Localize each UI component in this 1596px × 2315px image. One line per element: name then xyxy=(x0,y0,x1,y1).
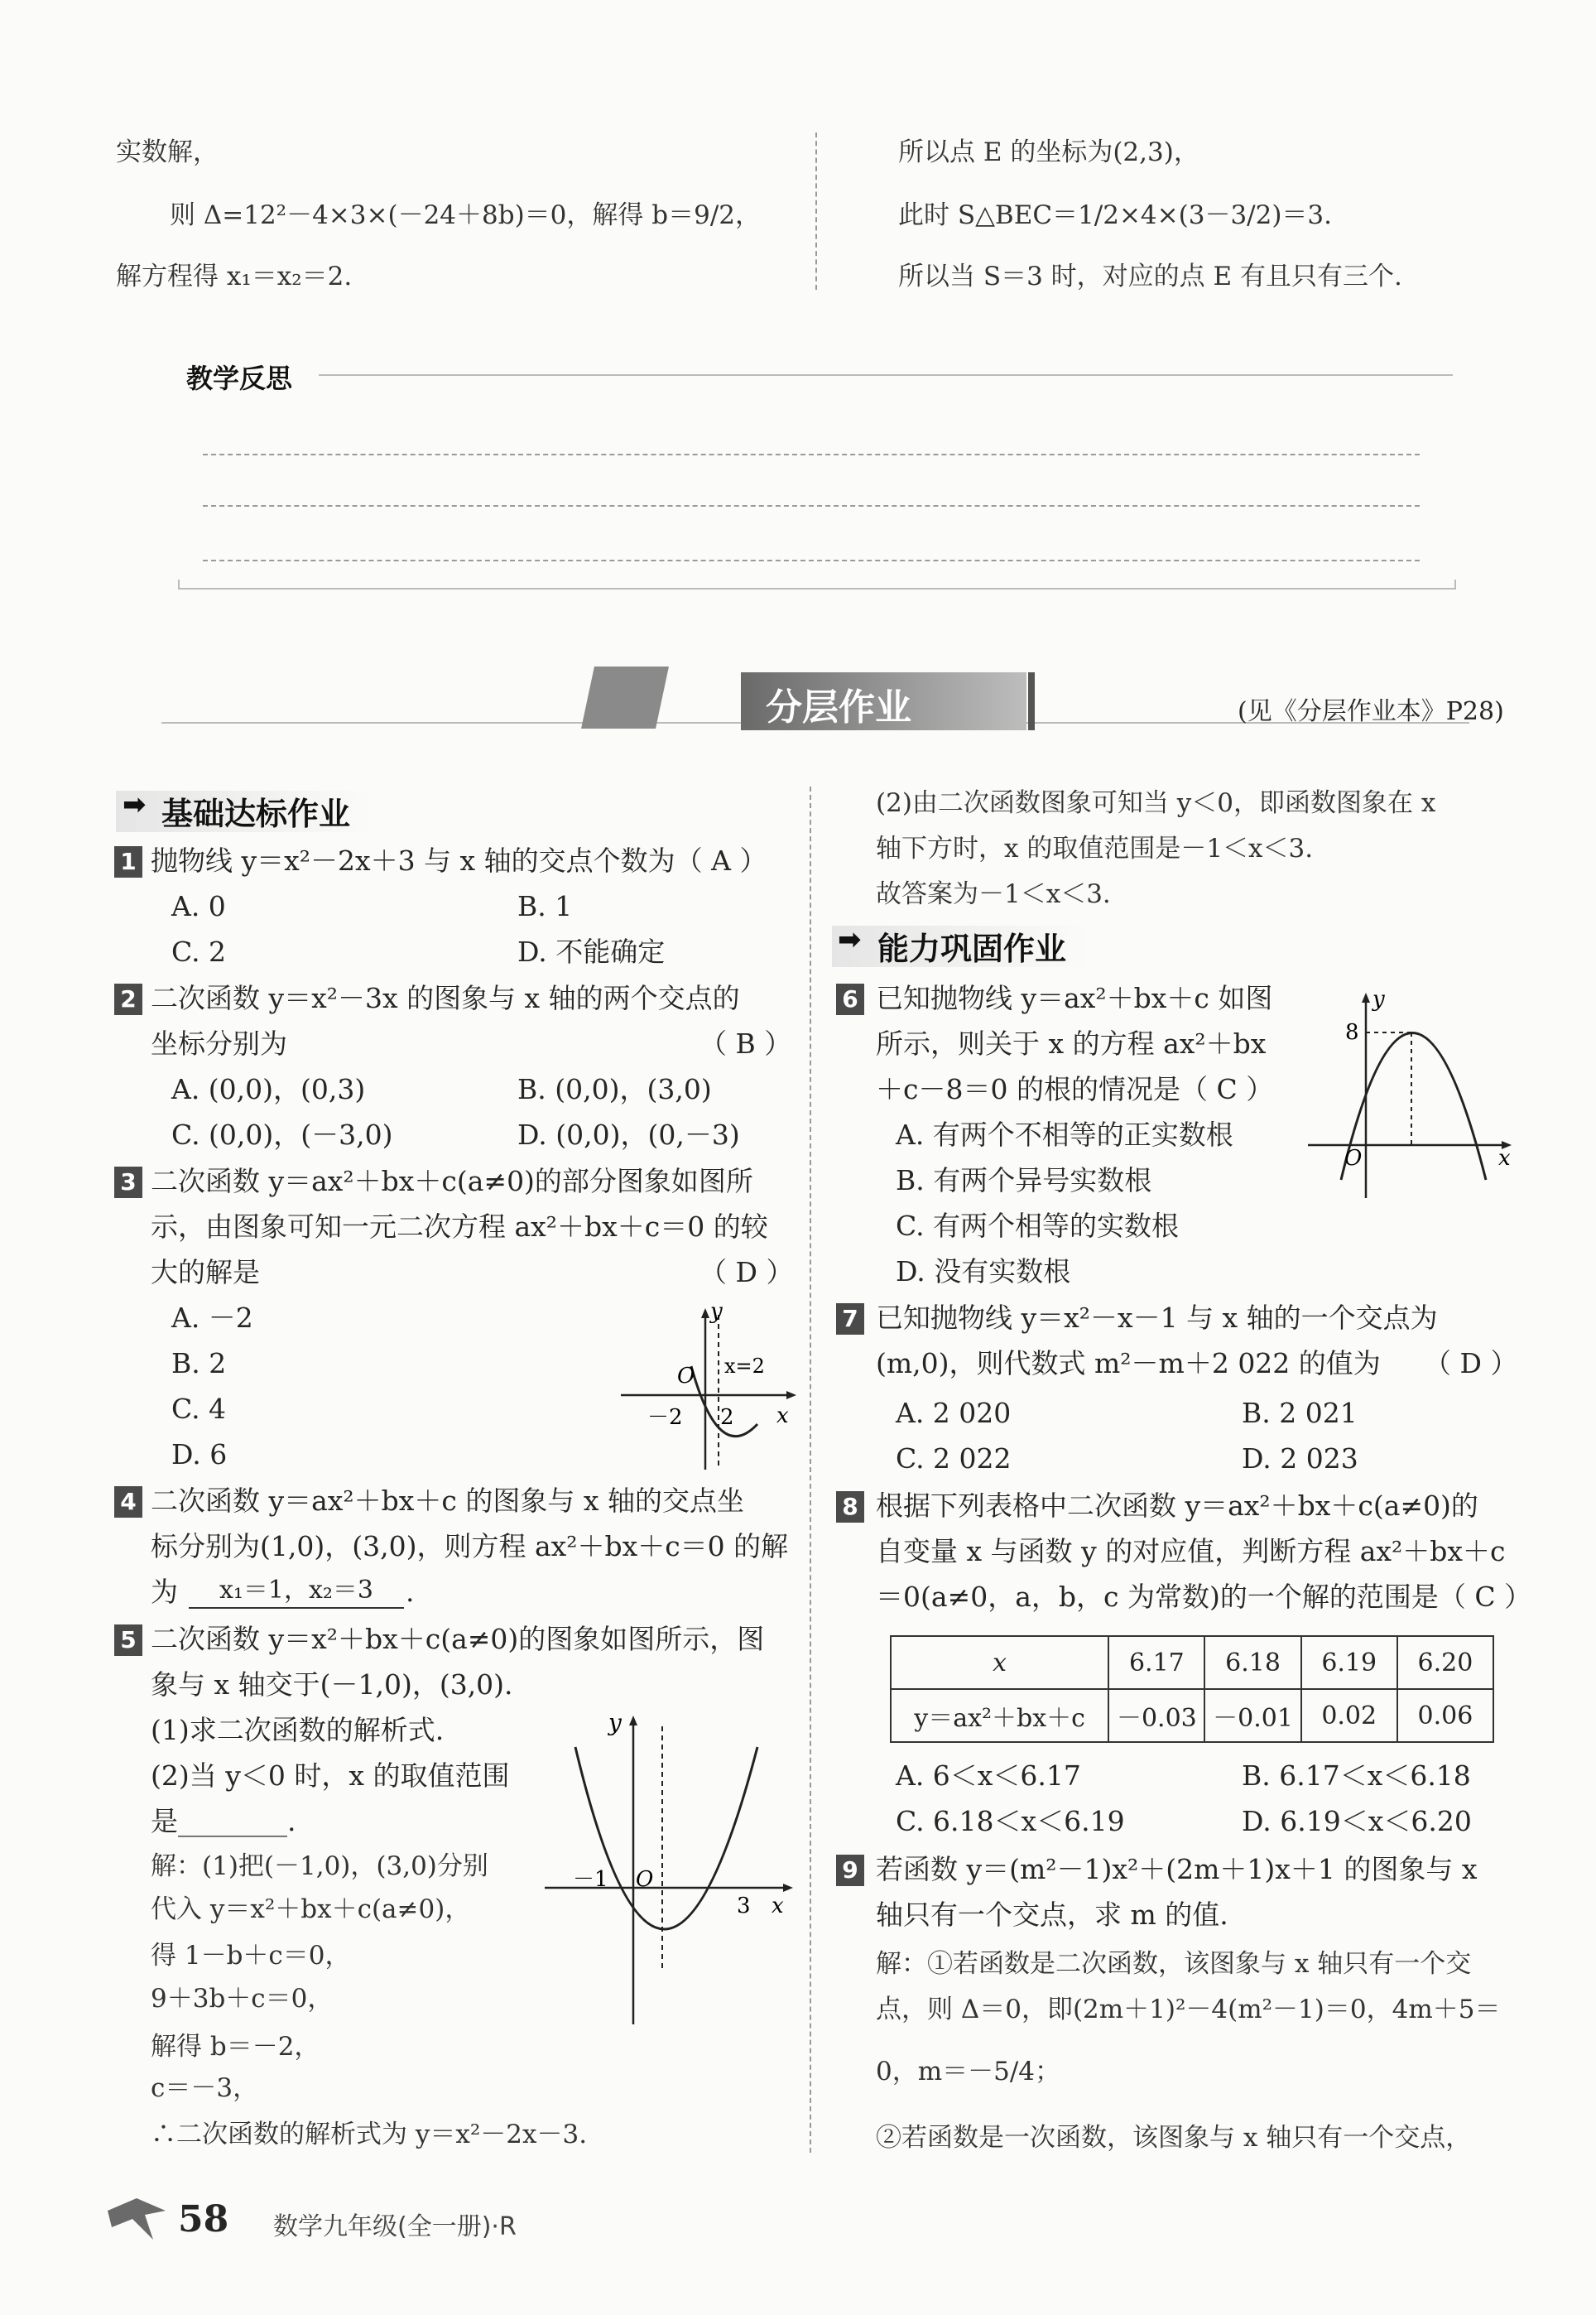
q6-option-a: A. 有两个不相等的正实数根 xyxy=(896,1119,1233,1151)
q4-prefix: 为 xyxy=(151,1576,178,1608)
q1-option-b: B. 1 xyxy=(517,890,573,922)
q3-y-label: y xyxy=(710,1300,723,1324)
q5-solution-line6: c＝－3， xyxy=(151,2073,259,2103)
q9-solution-line4: ②若函数是一次函数，该图象与 x 轴只有一个交点， xyxy=(876,2123,1472,2153)
q5-x-label: x xyxy=(772,1894,784,1918)
page-number: 58 xyxy=(178,2198,229,2240)
q8-option-a: A. 6＜x＜6.17 xyxy=(896,1759,1081,1792)
q2-option-b: B. (0,0)，(3,0) xyxy=(517,1073,712,1105)
q8-stem-line1: 根据下列表格中二次函数 y＝ax²＋bx＋c(a≠0)的 xyxy=(876,1490,1478,1522)
q8-option-d: D. 6.19＜x＜6.20 xyxy=(1242,1805,1472,1837)
table-cell: 6.18 xyxy=(1204,1636,1300,1689)
q7-option-a: A. 2 020 xyxy=(896,1397,1012,1429)
q3-x-label: x xyxy=(776,1403,789,1428)
q1-number: 1 xyxy=(114,846,142,878)
top-left-line3: 解方程得 x₁＝x₂＝2. xyxy=(116,262,353,291)
q7-option-b: B. 2 021 xyxy=(1242,1397,1358,1429)
q3-origin-label: O xyxy=(677,1364,695,1389)
q3-graph xyxy=(613,1300,803,1482)
q5-solution-line5: 解得 b＝－2， xyxy=(151,2032,320,2062)
top-right-line3: 所以当 S＝3 时，对应的点 E 有且只有三个. xyxy=(898,262,1402,291)
q3-option-c: C. 4 xyxy=(171,1393,227,1425)
q5-solution-line2: 代入 y＝x²＋bx＋c(a≠0)， xyxy=(151,1894,471,1924)
book-title: 数学九年级(全一册)·R xyxy=(273,2212,517,2241)
top-right-line2: 此时 S△BEC＝1/2×4×(3－3/2)＝3. xyxy=(898,200,1333,230)
q2-answer: （ B ） xyxy=(699,1028,792,1060)
q5-part2-line2: 轴下方时，x 的取值范围是－1＜x＜3. xyxy=(876,834,1314,864)
top-right-line1: 所以点 E 的坐标为(2,3)， xyxy=(898,137,1199,167)
q9-solution-line2: 点，则 Δ＝0，即(2m＋1)²－4(m²－1)＝0，4m＋5＝ xyxy=(876,1995,1501,2024)
q5-sub1: (1)求二次函数的解析式. xyxy=(151,1714,445,1746)
q4-stem-line2: 标分别为(1,0)，(3,0)，则方程 ax²＋bx＋c＝0 的解 xyxy=(151,1530,789,1562)
q9-solution-line3: 0，m＝－5/4； xyxy=(876,2057,1061,2086)
q2-stem-line2: 坐标分别为 xyxy=(151,1028,287,1060)
top-left-line1: 实数解， xyxy=(116,137,219,167)
q6-max-label: 8 xyxy=(1345,1020,1359,1045)
table-cell: 6.19 xyxy=(1301,1636,1397,1689)
q2-stem-line1: 二次函数 y＝x²－3x 的图象与 x 轴的两个交点的 xyxy=(151,982,740,1014)
q6-graph xyxy=(1300,981,1523,1205)
q2-option-d: D. (0,0)，(0,－3) xyxy=(517,1119,740,1151)
q6-parabola xyxy=(1341,1033,1486,1181)
q3-symmetry-label: x=2 xyxy=(724,1355,765,1378)
q1-option-d: D. 不能确定 xyxy=(517,936,666,968)
table-cell: －0.03 xyxy=(1108,1689,1204,1742)
q9-stem-line2: 轴只有一个交点，求 m 的值. xyxy=(876,1899,1228,1931)
q1-option-c: C. 2 xyxy=(171,936,227,968)
q5-neg-root-label: －1 xyxy=(573,1867,608,1892)
q5-parabola xyxy=(575,1747,757,1929)
q5-pos-root-label: 3 xyxy=(737,1894,751,1918)
q3-option-b: B. 2 xyxy=(171,1347,227,1379)
q1-option-a: A. 0 xyxy=(171,890,226,922)
q6-option-d: D. 没有实数根 xyxy=(896,1255,1071,1287)
q7-stem-line2: (m,0)，则代数式 m²－m＋2 022 的值为 xyxy=(876,1347,1381,1379)
q8-option-c: C. 6.18＜x＜6.19 xyxy=(896,1805,1125,1837)
basic-section-title: 基础达标作业 xyxy=(161,796,351,832)
footer-logo-icon xyxy=(103,2194,170,2244)
q4-number: 4 xyxy=(114,1486,142,1518)
reflection-writing-line[interactable] xyxy=(203,505,1420,507)
table-row xyxy=(891,1689,1493,1742)
reflection-rule-top xyxy=(319,374,1453,376)
q6-option-b: B. 有两个异号实数根 xyxy=(896,1164,1152,1196)
q5-solution-line1: 解：(1)把(－1,0)，(3,0)分别 xyxy=(151,1851,488,1881)
q5-stem-line1: 二次函数 y＝x²＋bx＋c(a≠0)的图象如图所示，图 xyxy=(151,1623,765,1655)
reflection-title: 教学反思 xyxy=(186,363,293,394)
q3-option-a: A. －2 xyxy=(171,1302,253,1334)
top-left-line2: 则 Δ=12²－4×3×(－24＋8b)＝0，解得 b＝9/2， xyxy=(170,200,761,230)
q5-number: 5 xyxy=(114,1624,142,1656)
q5-origin-label: O xyxy=(636,1867,654,1892)
banner-ref: (见《分层作业本》P28) xyxy=(1238,697,1504,726)
q1-stem: 抛物线 y＝x²－2x＋3 与 x 轴的交点个数为（ A ） xyxy=(151,845,767,877)
q5-graph xyxy=(538,1706,803,2029)
q7-option-c: C. 2 022 xyxy=(896,1442,1012,1475)
q6-option-c: C. 有两个相等的实数根 xyxy=(896,1210,1180,1242)
q3-neg-root-label: －2 xyxy=(647,1405,683,1430)
table-cell: 6.20 xyxy=(1397,1636,1493,1689)
q3-stem-line3: 大的解是 xyxy=(151,1256,260,1288)
q9-stem-line1: 若函数 y＝(m²－1)x²＋(2m＋1)x＋1 的图象与 x xyxy=(876,1853,1478,1885)
q5-part2-line3: 故答案为－1＜x＜3. xyxy=(876,879,1111,909)
ability-section-title: 能力巩固作业 xyxy=(877,931,1067,967)
q8-stem-line2: 自变量 x 与函数 y 的对应值，判断方程 ax²＋bx＋c xyxy=(876,1535,1506,1567)
basic-section-arrow-icon: ➡ xyxy=(123,788,147,821)
table-cell: －0.01 xyxy=(1204,1689,1300,1742)
table-cell: x xyxy=(891,1636,1108,1689)
q5-stem-line2: 象与 x 轴交于(－1,0)，(3,0). xyxy=(151,1668,513,1701)
q5-solution-line4: 9＋3b＋c＝0， xyxy=(151,1984,334,2014)
table-cell: y＝ax²＋bx＋c xyxy=(891,1689,1108,1742)
q3-number: 3 xyxy=(114,1167,142,1198)
banner-emblem xyxy=(581,667,669,729)
q5-y-arrow-icon xyxy=(629,1716,637,1725)
q7-option-d: D. 2 023 xyxy=(1242,1442,1358,1475)
q3-stem-line1: 二次函数 y＝ax²＋bx＋c(a≠0)的部分图象如图所 xyxy=(151,1165,753,1197)
q3-y-arrow-icon xyxy=(701,1308,709,1318)
table-cell: 6.17 xyxy=(1108,1636,1204,1689)
q5-y-label: y xyxy=(608,1709,622,1736)
q3-answer: （ D ） xyxy=(699,1256,794,1288)
q5-x-arrow-icon xyxy=(783,1884,793,1892)
q2-number: 2 xyxy=(114,984,142,1015)
q4-answer-blank: x₁＝1，x₂＝3 xyxy=(189,1574,404,1609)
q6-origin-label: O xyxy=(1344,1146,1363,1171)
table-cell: 0.02 xyxy=(1301,1689,1397,1742)
q3-stem-line2: 示，由图象可知一元二次方程 ax²＋bx＋c＝0 的较 xyxy=(151,1210,768,1243)
q8-value-table xyxy=(890,1635,1494,1743)
q8-number: 8 xyxy=(836,1491,864,1523)
reflection-frame-bottom xyxy=(178,580,1456,590)
q2-option-a: A. (0,0)，(0,3) xyxy=(171,1073,366,1105)
q7-answer: （ D ） xyxy=(1424,1347,1518,1379)
column-divider xyxy=(810,787,811,2153)
q5-part2-line1: (2)由二次函数图象可知当 y＜0，即函数图象在 x xyxy=(876,788,1436,818)
table-row xyxy=(891,1636,1493,1689)
ability-section-arrow-icon: ➡ xyxy=(838,923,862,956)
q5-sub2-line2: 是________. xyxy=(151,1805,296,1837)
q7-number: 7 xyxy=(836,1303,864,1335)
q5-solution-line3: 得 1－b＋c＝0， xyxy=(151,1941,351,1971)
reflection-writing-line[interactable] xyxy=(203,560,1420,561)
q9-number: 9 xyxy=(836,1855,864,1886)
q6-x-label: x xyxy=(1498,1146,1511,1171)
q5-solution-line7: ∴二次函数的解析式为 y＝x²－2x－3. xyxy=(151,2120,588,2149)
banner-title: 分层作业 xyxy=(766,686,911,729)
q6-y-arrow-icon xyxy=(1362,993,1370,1003)
q4-stem-line1: 二次函数 y＝ax²＋bx＋c 的图象与 x 轴的交点坐 xyxy=(151,1485,744,1517)
q7-stem-line1: 已知抛物线 y＝x²－x－1 与 x 轴的一个交点为 xyxy=(876,1302,1438,1334)
q6-y-label: y xyxy=(1372,987,1385,1012)
q2-option-c: C. (0,0)，(－3,0) xyxy=(171,1119,393,1151)
q6-number: 6 xyxy=(836,984,864,1015)
q8-option-b: B. 6.17＜x＜6.18 xyxy=(1242,1759,1471,1792)
q4-suffix: . xyxy=(406,1576,415,1608)
q3-pos-label: 2 xyxy=(720,1405,734,1430)
q8-stem-line3: ＝0(a≠0，a，b，c 为常数)的一个解的范围是（ C ） xyxy=(876,1581,1532,1613)
q6-stem-line3: ＋c－8＝0 的根的情况是（ C ） xyxy=(876,1073,1274,1105)
banner-plate-edge xyxy=(1028,672,1035,730)
table-cell: 0.06 xyxy=(1397,1689,1493,1742)
q9-solution-line1: 解：①若函数是二次函数，该图象与 x 轴只有一个交 xyxy=(876,1949,1472,1979)
q3-x-arrow-icon xyxy=(786,1391,796,1399)
reflection-writing-line[interactable] xyxy=(203,454,1420,455)
top-divider xyxy=(815,132,817,290)
q6-stem-line2: 所示，则关于 x 的方程 ax²＋bx xyxy=(876,1028,1267,1060)
q6-stem-line1: 已知抛物线 y＝ax²＋bx＋c 如图 xyxy=(876,982,1273,1014)
q5-sub2-line1: (2)当 y＜0 时，x 的取值范围 xyxy=(151,1759,510,1792)
q3-option-d: D. 6 xyxy=(171,1438,228,1470)
